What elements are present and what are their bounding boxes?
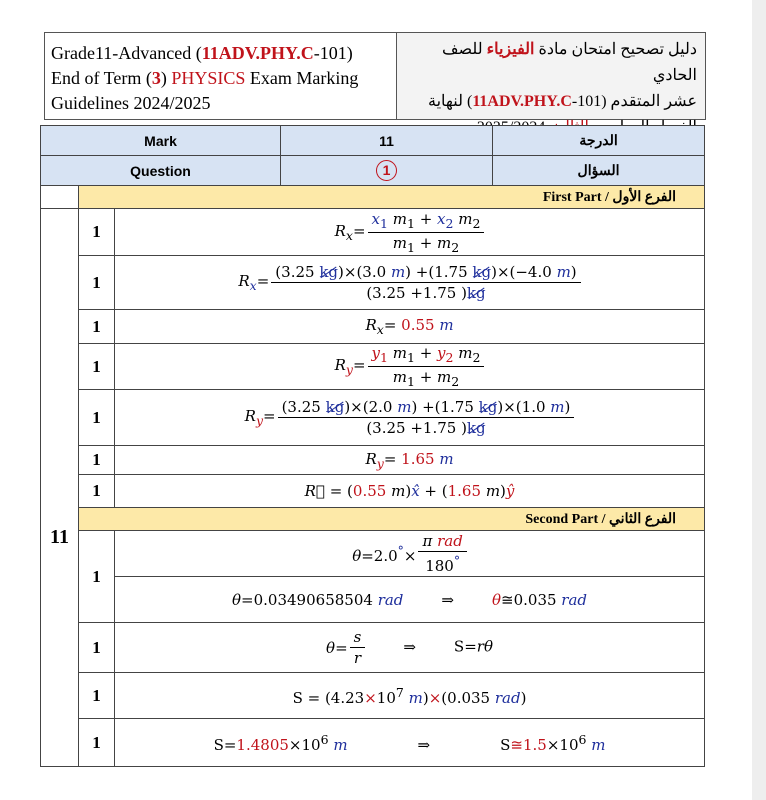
document-header: [44, 32, 706, 120]
mark-row: [41, 126, 705, 156]
equation-r-vector: R⃗ = (0.55 m)x̂ + (1.65 m)ŷ: [115, 475, 705, 508]
question-number-cell: [281, 156, 493, 186]
header-english: [45, 33, 397, 119]
second-part-row: [41, 508, 705, 531]
first-part-heading: First Part / الفرع الأول: [79, 186, 705, 209]
answer-row-6: [41, 446, 705, 475]
header-line-2: End of Term (3) PHYSICS Exam Marking: [51, 68, 359, 88]
second-part-heading: Second Part / الفرع الثاني: [79, 508, 705, 531]
row-mark: 1: [79, 256, 115, 310]
marking-table: [40, 125, 705, 767]
mark-label-ar: الدرجة: [493, 126, 705, 156]
row-mark: 1: [79, 446, 115, 475]
header-ar-line-1: دليل تصحيح امتحان مادة الفيزياء للصف الحادي: [441, 41, 697, 84]
answer-row-2: [41, 256, 705, 310]
equation-ry-substitution: $R_y=$ $\frac{(3.25 kg)\times(2.0 m) +(1.75 kg)\times(1.0 m)}{(3.25 +1.75 )kg}$: [115, 390, 705, 446]
question-label: Question: [41, 156, 281, 186]
equation-ry-formula: $R_y=$ $\frac{y_1 m_1 + y_2 m_2}{m_1 + m_2}$: [115, 344, 705, 390]
answer-row-12: [41, 719, 705, 767]
equation-arc-length: θ= $\frac{s}{r}$ ⇒ S=rθ: [115, 623, 705, 673]
row-mark: 1: [79, 310, 115, 344]
header-arabic: [397, 33, 705, 119]
equation-theta-result: θ=0.03490658504 rad ⇒ θ≅0.035 rad: [115, 577, 705, 623]
row-mark: 1: [79, 623, 115, 673]
answer-row-3: [41, 310, 705, 344]
row-mark: 1: [79, 475, 115, 508]
mark-value: 11: [281, 126, 493, 156]
header-ar-line-2: عشر المتقدم (11ADV.PHY.C-101) لنهاية: [428, 93, 697, 110]
equation-rx-result: $R_x= 0.55$ m: [115, 310, 705, 344]
header-line-1: Grade11-Advanced (11ADV.PHY.C-101): [51, 43, 353, 63]
question-number: 1: [376, 160, 397, 181]
equation-ry-result: $R_y= 1.65$ m: [115, 446, 705, 475]
row-mark: 1: [79, 719, 115, 767]
answer-row-8: [41, 531, 705, 577]
row-mark: 1: [79, 390, 115, 446]
answer-row-4: [41, 344, 705, 390]
answer-row-1: [41, 209, 705, 256]
equation-arc-result: $S=1.4805\times 10^6$ m ⇒ $S≅1.5\times 10^6$ m: [115, 719, 705, 767]
answer-row-10: [41, 623, 705, 673]
answer-row-5: [41, 390, 705, 446]
equation-rx-substitution: $R_x=$ $\frac{(3.25 kg)\times(3.0 m) +(1.75 kg)\times(-4.0 m)}{(3.25 +1.75 )kg}$: [115, 256, 705, 310]
row-mark: 1: [79, 531, 115, 623]
equation-rx-formula: $R_x=$ $\frac{x_1 m_1 + x_2 m_2}{m_1 + m_2}$: [115, 209, 705, 256]
row-mark: 1: [79, 673, 115, 719]
equation-arc-substitution: $S = (4.23\times 10^7$ m)×(0.035 rad): [115, 673, 705, 719]
question-label-ar: السؤال: [493, 156, 705, 186]
equation-theta-conversion: θ=2.0°× $\frac{\text{π rad}}{180^\circ}$: [115, 531, 705, 577]
row-mark: 1: [79, 344, 115, 390]
header-line-3: Guidelines 2024/2025: [51, 93, 211, 113]
answer-row-11: [41, 673, 705, 719]
answer-row-7: [41, 475, 705, 508]
total-mark: 11: [41, 209, 79, 767]
first-part-row: [41, 186, 705, 209]
window-scroll-edge: [752, 0, 766, 800]
row-mark: 1: [79, 209, 115, 256]
mark-label: Mark: [41, 126, 281, 156]
question-row: [41, 156, 705, 186]
answer-row-9: [41, 577, 705, 623]
